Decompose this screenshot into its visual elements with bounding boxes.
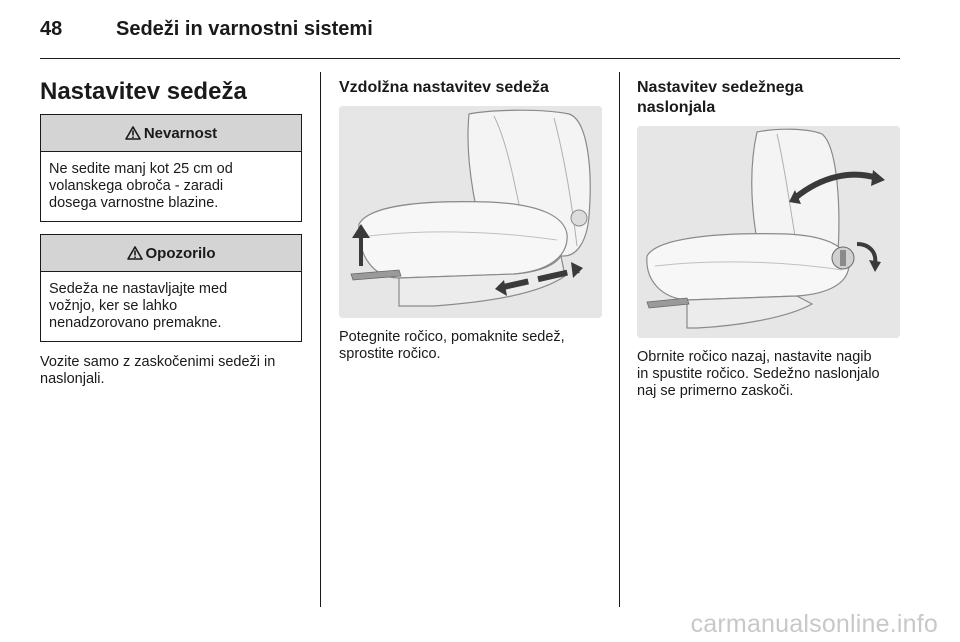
text-line: Vozite samo z zaskočenimi sedeži in: [40, 354, 276, 370]
text-line: nenadzorovano premakne.: [49, 315, 222, 331]
watermark: carmanualsonline.info: [690, 610, 938, 638]
warning-triangle-icon: [127, 246, 143, 260]
warning-box-title: Opozorilo: [145, 244, 216, 262]
seat-slide-caption: [339, 329, 603, 363]
text-line: naslonjali.: [40, 371, 105, 387]
warning-box: [40, 234, 302, 342]
warning-triangle-icon: [125, 126, 141, 140]
backrest-recline-caption: [637, 349, 901, 400]
column-divider-1: [320, 72, 321, 607]
column-2: [339, 72, 603, 363]
text-line: vožnjo, ker se lahko: [49, 298, 178, 314]
text-line: Potegnite ročico, pomaknite sedež,: [339, 329, 565, 345]
column-3: [637, 72, 901, 400]
seat-slide-illustration-svg: [339, 106, 602, 318]
text-line: dosega varnostne blazine.: [49, 195, 219, 211]
text-line: Obrnite ročico nazaj, nastavite nagib: [637, 349, 872, 365]
text-line: Ne sedite manj kot 25 cm od: [49, 161, 233, 177]
text-line: volanskega obroča - zaradi: [49, 178, 224, 194]
column-divider-2: [619, 72, 620, 607]
heading-line: Nastavitev sedežnega: [637, 79, 804, 96]
section-title: Sedeži in varnostni sistemi: [116, 18, 373, 40]
text-line: Sedeža ne nastavljajte med: [49, 281, 228, 297]
body-paragraph: [40, 354, 302, 388]
text-line: sprostite ročico.: [339, 346, 441, 362]
danger-box: [40, 114, 302, 222]
seat-slide-illustration: [339, 106, 602, 318]
text-line: naj se primerno zaskoči.: [637, 383, 794, 399]
heading-line: naslonjala: [637, 99, 716, 116]
longitudinal-adjustment-heading: Vzdolžna nastavitev sedeža: [339, 79, 549, 96]
page-number: 48: [40, 18, 63, 40]
backrest-recline-illustration-svg: [637, 126, 900, 338]
column-1: [40, 72, 302, 388]
danger-box-title: Nevarnost: [143, 124, 218, 142]
warning-box-body: [41, 272, 301, 341]
page-header: [40, 18, 900, 48]
danger-box-body: [41, 152, 301, 221]
warning-box-header: [41, 235, 301, 272]
backrest-adjustment-heading: [637, 78, 901, 118]
header-rule: [40, 58, 900, 59]
danger-box-header: [41, 115, 301, 152]
main-heading: Nastavitev sedeža: [40, 78, 247, 105]
backrest-recline-illustration: [637, 126, 900, 338]
text-line: in spustite ročico. Sedežno naslonjalo: [637, 366, 880, 382]
